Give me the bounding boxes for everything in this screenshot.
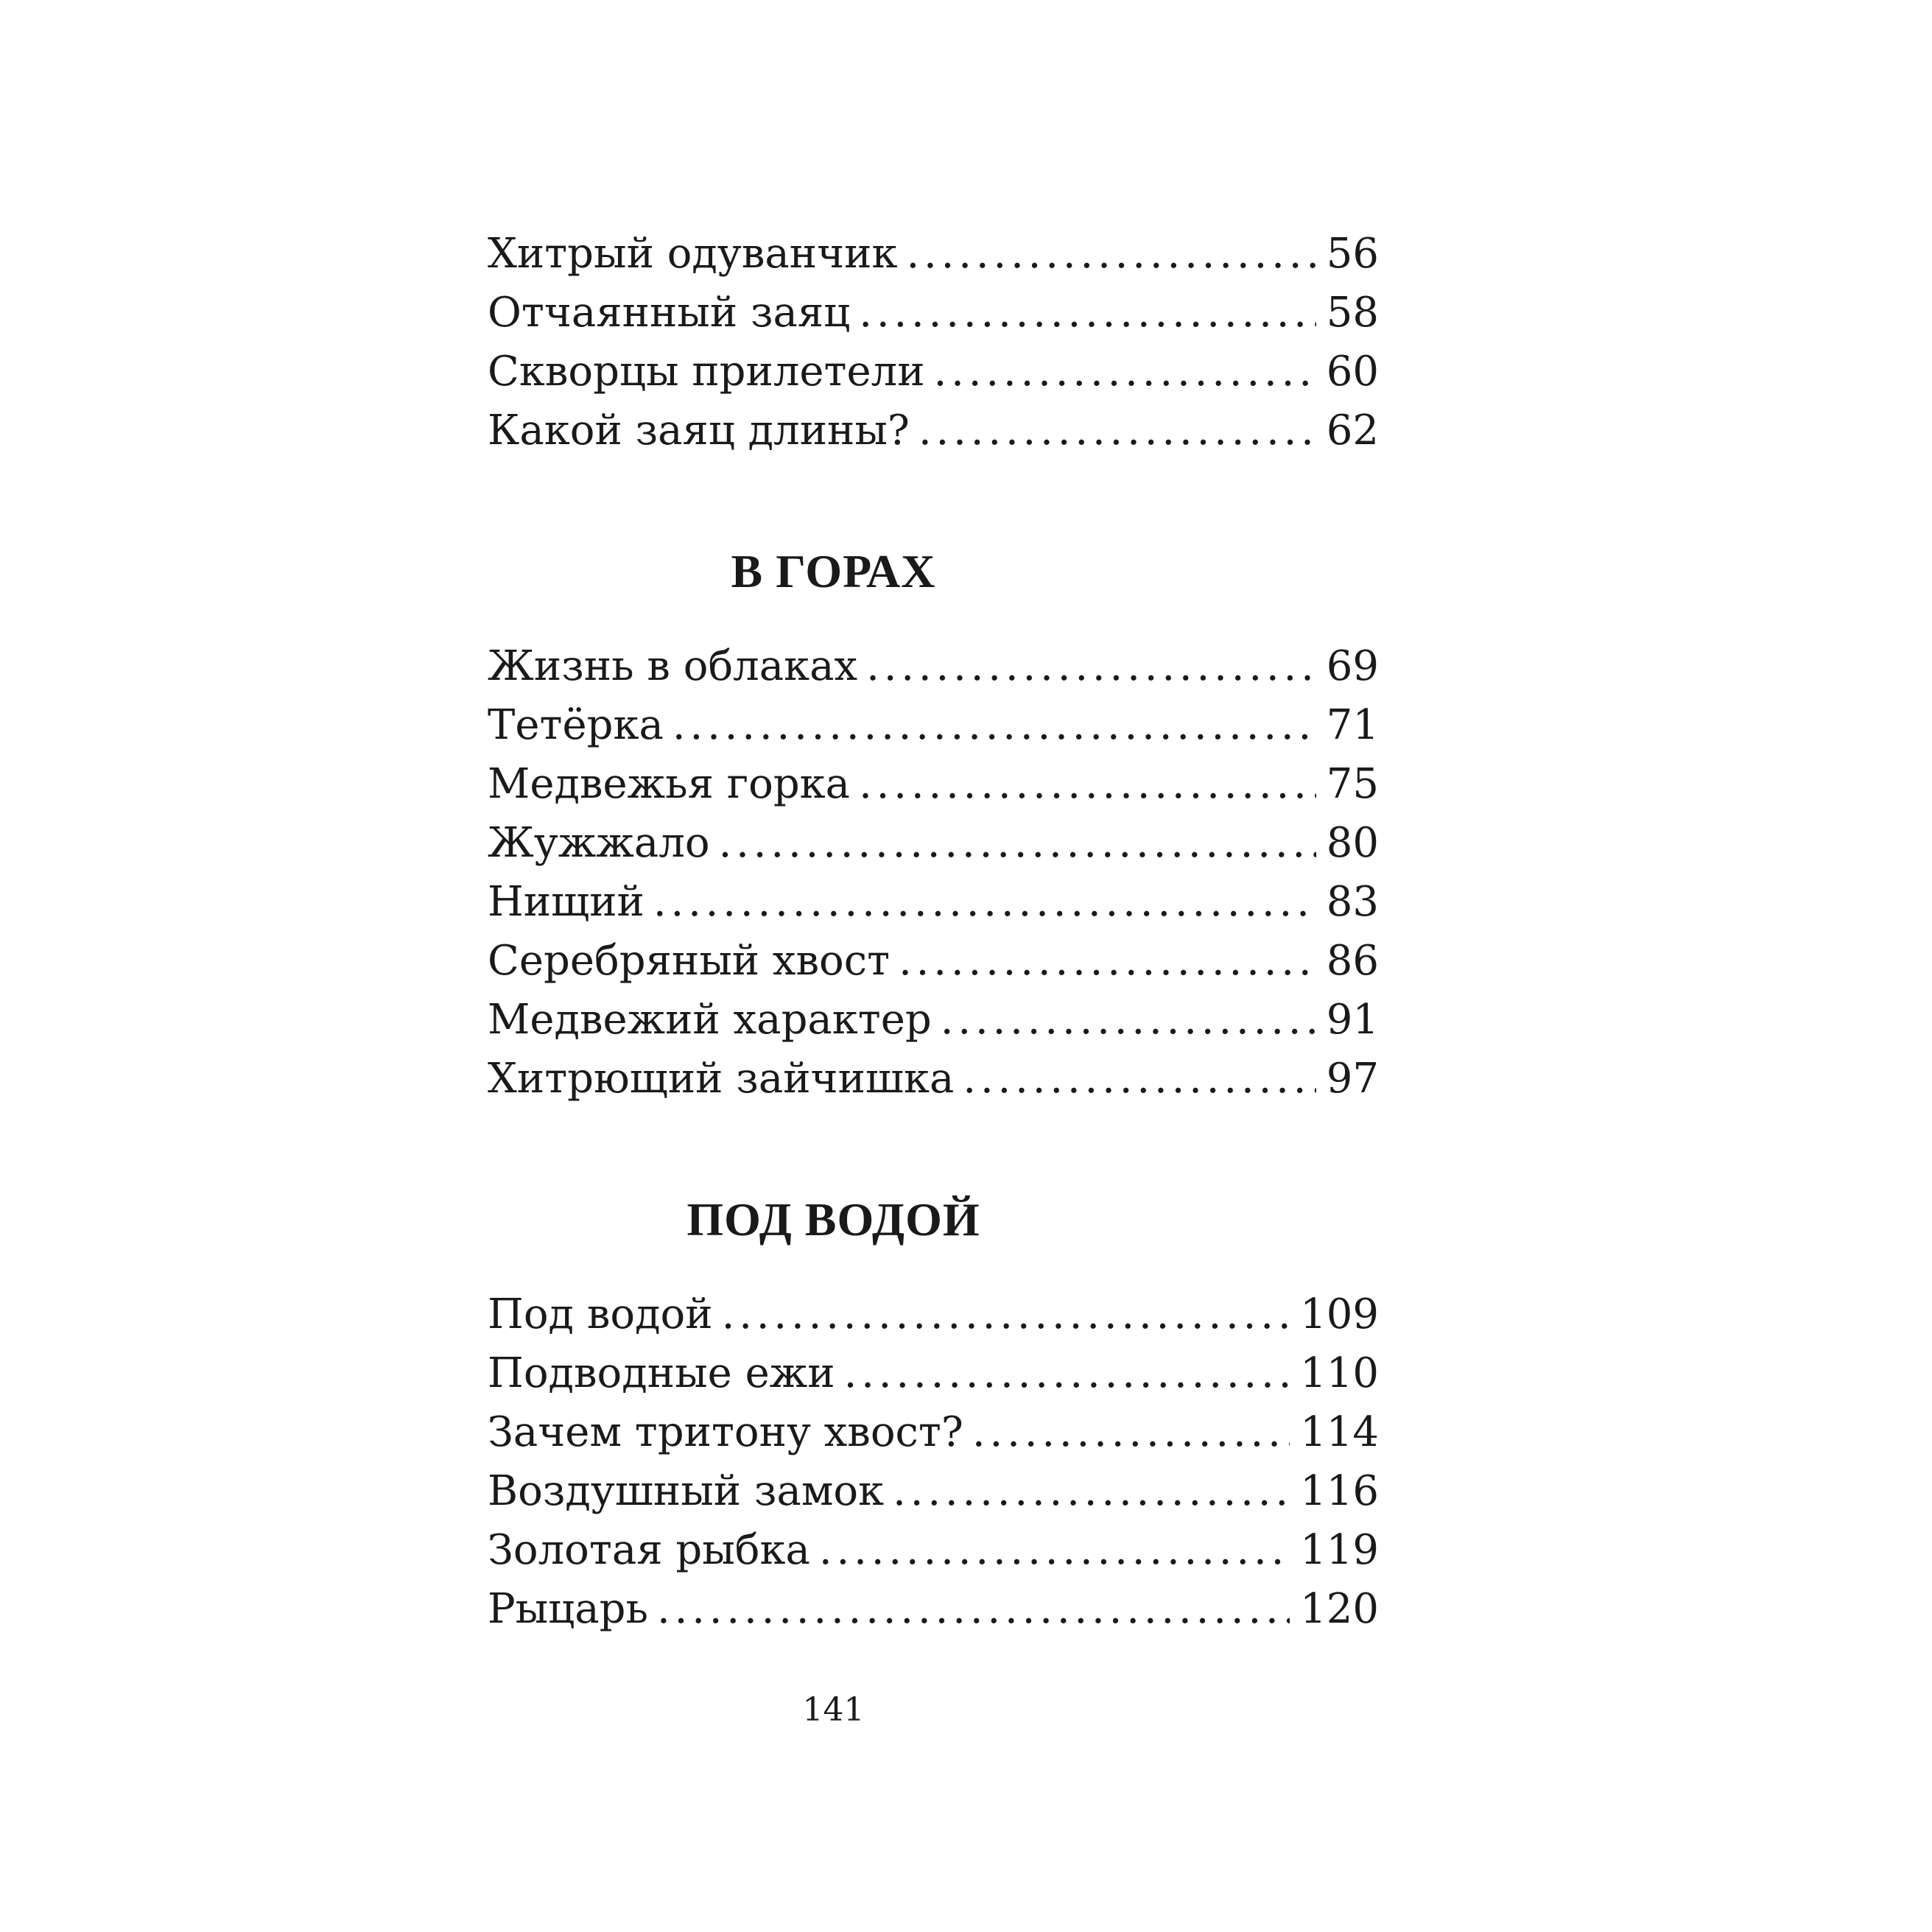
toc-entry bbox=[488, 932, 1379, 991]
toc-entry-title: Золотая рыбка bbox=[488, 1526, 810, 1574]
toc-entry-page: 116 bbox=[1300, 1467, 1379, 1515]
toc-entry bbox=[488, 343, 1379, 401]
toc-entry-page: 114 bbox=[1300, 1408, 1379, 1456]
dot-leader bbox=[941, 991, 1316, 1050]
toc-entry-title: Рыцарь bbox=[488, 1585, 648, 1633]
toc-entry-page: 86 bbox=[1326, 937, 1379, 985]
toc-entry-title: Медвежья горка bbox=[488, 760, 851, 808]
dot-leader bbox=[899, 932, 1316, 991]
toc-entry-page: 110 bbox=[1300, 1349, 1379, 1397]
toc-entry-page: 109 bbox=[1300, 1290, 1379, 1338]
toc-entry-title: Скворцы прилетели bbox=[488, 348, 925, 396]
dot-leader bbox=[722, 1285, 1290, 1344]
dot-leader bbox=[972, 1403, 1290, 1462]
dot-leader bbox=[844, 1344, 1290, 1403]
toc-entry-page: 91 bbox=[1326, 996, 1379, 1044]
toc-entry bbox=[488, 1521, 1379, 1580]
toc-entry-page: 56 bbox=[1326, 230, 1379, 278]
page-number: 141 bbox=[802, 1691, 865, 1729]
toc-entry bbox=[488, 637, 1379, 696]
dot-leader bbox=[963, 1050, 1315, 1109]
toc-entry-title: Зачем тритону хвост? bbox=[488, 1408, 963, 1456]
toc-entry-title: Нищий bbox=[488, 878, 644, 926]
toc-entry bbox=[488, 284, 1379, 343]
toc-entry-title: Медвежий характер bbox=[488, 996, 932, 1044]
dot-leader bbox=[866, 637, 1316, 696]
dot-leader bbox=[859, 755, 1316, 814]
toc-entry bbox=[488, 696, 1379, 755]
dot-leader bbox=[918, 401, 1316, 460]
toc-entry-title: Воздушный замок bbox=[488, 1467, 885, 1515]
toc-entry-page: 71 bbox=[1326, 701, 1379, 749]
toc-entry bbox=[488, 1462, 1379, 1521]
toc-entry bbox=[488, 1344, 1379, 1403]
toc-entry bbox=[488, 225, 1379, 284]
toc-entry-title: Тетёрка bbox=[488, 701, 664, 749]
toc-entry-title: Хитрый одуванчик bbox=[488, 230, 898, 278]
toc-entry-title: Серебряный хвост bbox=[488, 937, 891, 985]
toc-entry-page: 80 bbox=[1326, 819, 1379, 867]
section-heading-underwater: ПОД ВОДОЙ bbox=[686, 1193, 980, 1246]
toc-entry-page: 58 bbox=[1326, 289, 1379, 337]
dot-leader bbox=[934, 343, 1316, 401]
dot-leader bbox=[657, 1580, 1290, 1639]
dot-leader bbox=[906, 225, 1315, 284]
toc-entry bbox=[488, 814, 1379, 873]
toc-entry bbox=[488, 755, 1379, 814]
dot-leader bbox=[819, 1521, 1290, 1580]
toc-entry-page: 62 bbox=[1326, 407, 1379, 454]
toc-entry bbox=[488, 1580, 1379, 1639]
toc-entry-title: Подводные ежи bbox=[488, 1349, 835, 1397]
toc-entry-page: 119 bbox=[1300, 1526, 1379, 1574]
toc-entry-title: Жужжало bbox=[488, 819, 710, 867]
dot-leader bbox=[653, 873, 1316, 932]
toc-entry-page: 60 bbox=[1326, 348, 1379, 396]
toc-entry bbox=[488, 991, 1379, 1050]
toc-entry-page: 83 bbox=[1326, 878, 1379, 926]
dot-leader bbox=[719, 814, 1316, 873]
toc-entry-page: 120 bbox=[1300, 1585, 1379, 1633]
toc-entry bbox=[488, 401, 1379, 460]
toc-entry-title: Какой заяц длины? bbox=[488, 407, 910, 454]
toc-group-1 bbox=[488, 225, 1379, 460]
toc-entry-page: 69 bbox=[1326, 642, 1379, 690]
toc-entry bbox=[488, 1403, 1379, 1462]
toc-entry-title: Отчаянный заяц bbox=[488, 289, 851, 337]
toc-entry-page: 97 bbox=[1326, 1055, 1379, 1103]
dot-leader bbox=[859, 284, 1315, 343]
toc-entry-page: 75 bbox=[1326, 760, 1379, 808]
toc-entry-title: Под водой bbox=[488, 1290, 713, 1338]
toc-entry bbox=[488, 1285, 1379, 1344]
toc-entry bbox=[488, 1050, 1379, 1109]
toc-group-mountains bbox=[488, 637, 1379, 1109]
toc-group-underwater bbox=[488, 1285, 1379, 1639]
dot-leader bbox=[672, 696, 1316, 755]
toc-entry-title: Жизнь в облаках bbox=[488, 642, 858, 690]
toc-entry bbox=[488, 873, 1379, 932]
section-heading-mountains: В ГОРАХ bbox=[731, 545, 936, 597]
dot-leader bbox=[893, 1462, 1290, 1521]
toc-entry-title: Хитрющий зайчишка bbox=[488, 1055, 955, 1103]
